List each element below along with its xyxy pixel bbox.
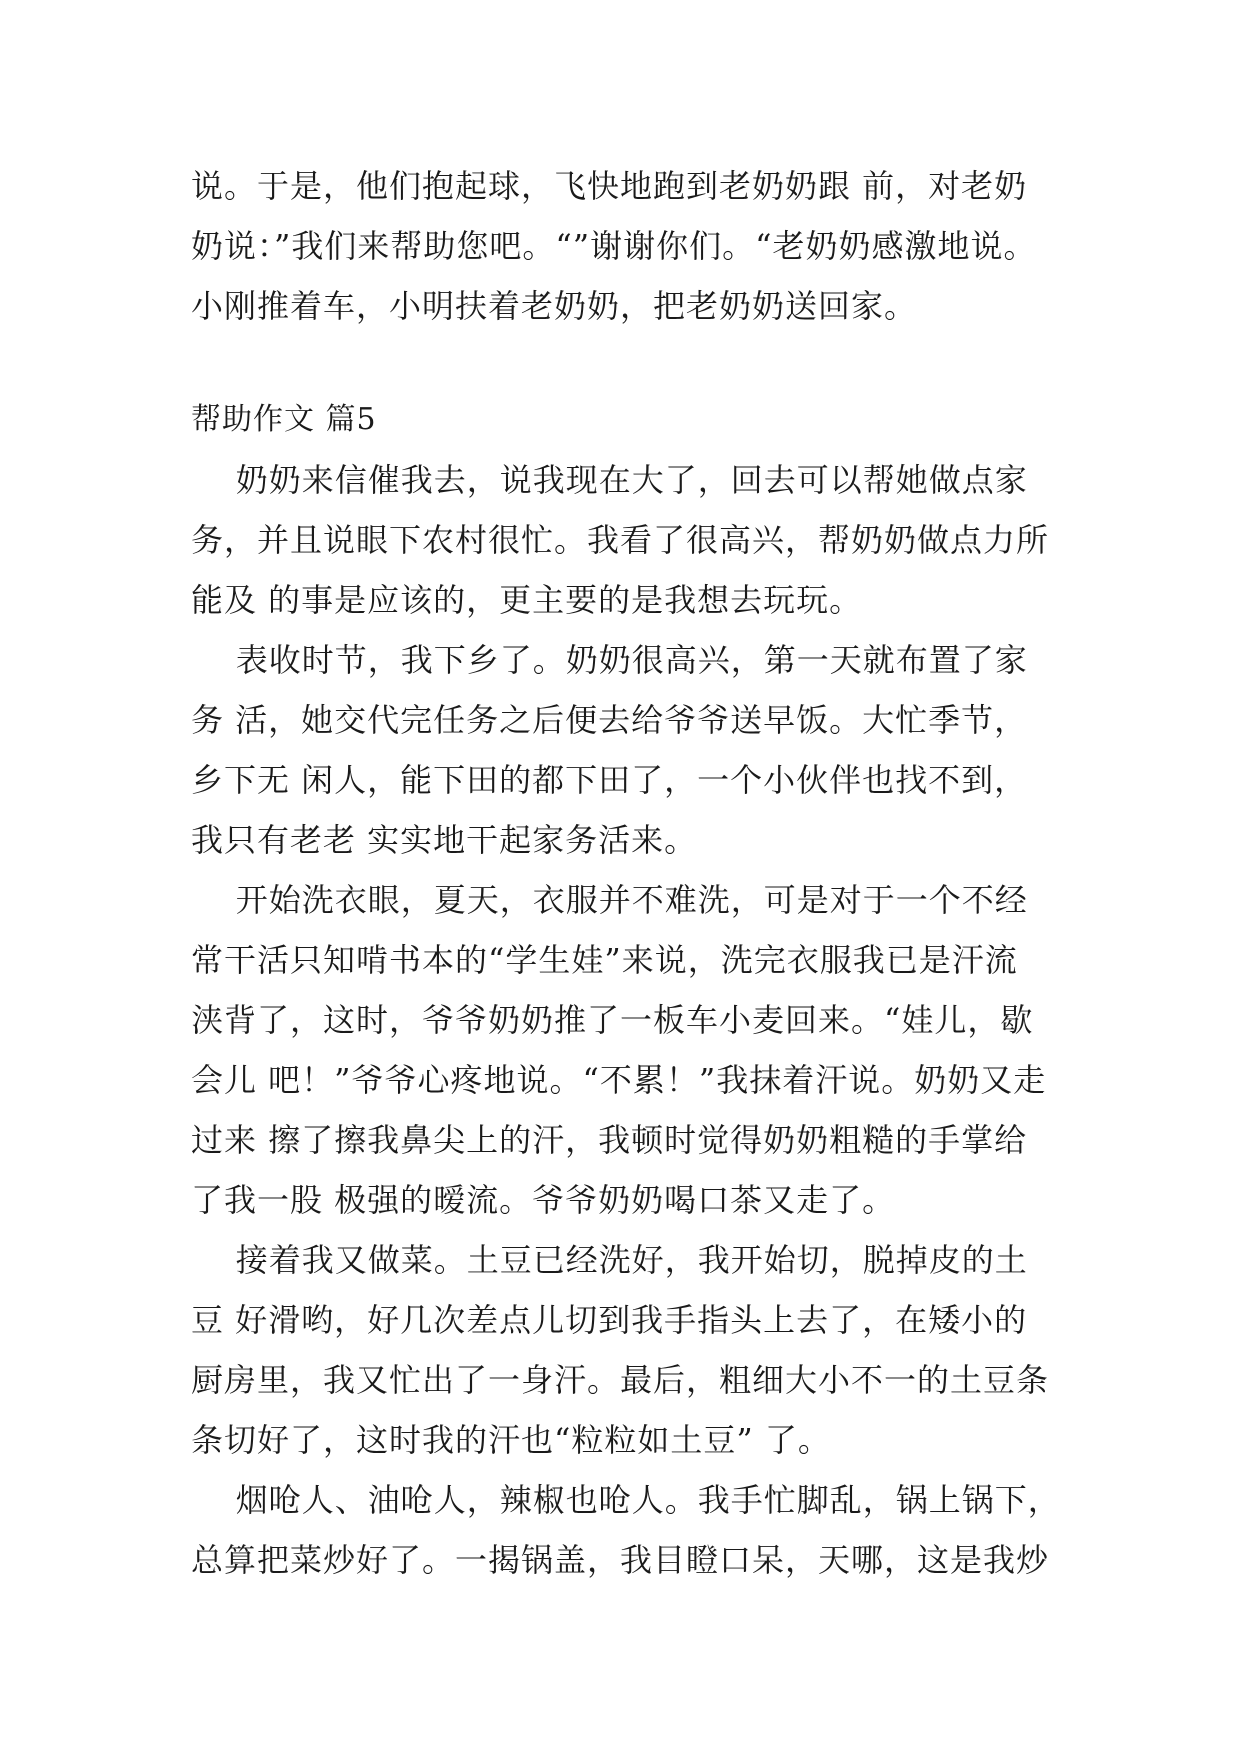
paragraph-line: 务 活，她交代完任务之后便去给爷爷送早饭。大忙季节， bbox=[191, 701, 1028, 739]
paragraph-line: 烟呛人、油呛人，辣椒也呛人。我手忙脚乱，锅上锅下， bbox=[191, 1481, 1061, 1519]
paragraph-line: 奶奶来信催我去，说我现在大了，回去可以帮她做点家 bbox=[191, 461, 1028, 499]
paragraph-line: 接着我又做菜。土豆已经洗好，我开始切，脱掉皮的土 bbox=[191, 1241, 1028, 1279]
paragraph-line: 会儿 吧！”爷爷心疼地说。“不累！”我抹着汗说。奶奶又走 bbox=[191, 1061, 1047, 1099]
paragraph-line: 总算把菜炒好了。一揭锅盖，我目瞪口呆，天哪，这是我炒 bbox=[191, 1541, 1050, 1579]
paragraph-line: 浃背了，这时，爷爷奶奶推了一板车小麦回来。“娃儿，歇 bbox=[191, 1001, 1034, 1039]
section-title: 帮助作文 篇5 bbox=[191, 402, 377, 437]
paragraph-line: 表收时节，我下乡了。奶奶很高兴，第一天就布置了家 bbox=[191, 641, 1028, 679]
intro-line: 奶说：”我们来帮助您吧。“”谢谢你们。“老奶奶感激地说。 bbox=[191, 227, 1037, 265]
paragraph-line: 开始洗衣眼，夏天，衣服并不难洗，可是对于一个不经 bbox=[191, 881, 1028, 919]
paragraph-line: 了我一股 极强的暧流。爷爷奶奶喝口茶又走了。 bbox=[191, 1181, 896, 1219]
paragraph-line: 能及 的事是应该的，更主要的是我想去玩玩。 bbox=[191, 581, 863, 619]
paragraph-line: 我只有老老 实实地干起家务活来。 bbox=[191, 821, 698, 859]
paragraph-line: 常干活只知啃书本的“学生娃”来说，洗完衣服我已是汗流 bbox=[191, 941, 1018, 979]
paragraph-line: 豆 好滑哟，好几次差点儿切到我手指头上去了，在矮小的 bbox=[191, 1301, 1028, 1339]
paragraph-line: 务，并且说眼下农村很忙。我看了很高兴，帮奶奶做点力所 bbox=[191, 521, 1050, 559]
intro-line: 说。于是，他们抱起球，飞快地跑到老奶奶跟 前，对老奶 bbox=[191, 167, 1028, 205]
paragraph-line: 条切好了，这时我的汗也“粒粒如土豆” 了。 bbox=[191, 1421, 831, 1459]
paragraph-line: 过来 擦了擦我鼻尖上的汗，我顿时觉得奶奶粗糙的手掌给 bbox=[191, 1121, 1028, 1159]
paragraph-line: 厨房里，我又忙出了一身汗。最后，粗细大小不一的土豆条 bbox=[191, 1361, 1050, 1399]
intro-line: 小刚推着车，小明扶着老奶奶，把老奶奶送回家。 bbox=[191, 287, 918, 325]
paragraph-line: 乡下无 闲人，能下田的都下田了，一个小伙伴也找不到， bbox=[191, 761, 1028, 799]
